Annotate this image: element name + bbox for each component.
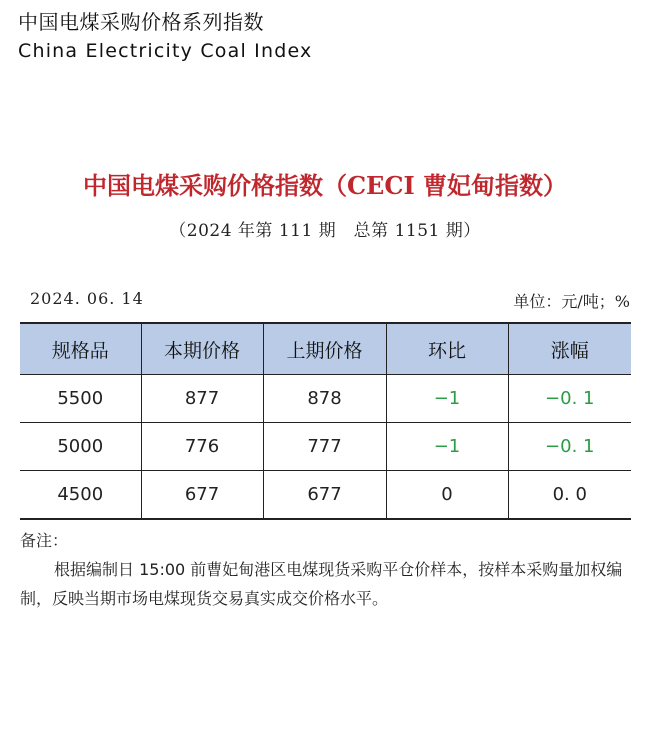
column-header-previous-price: 上期价格 — [263, 323, 386, 375]
change-cell: 0 — [386, 471, 508, 520]
table-row — [20, 423, 631, 471]
table-row — [20, 471, 631, 520]
report-date: 2024. 06. 14 — [30, 289, 144, 308]
spec-cell: 5500 — [20, 375, 141, 423]
table-row — [20, 375, 631, 423]
column-header-change: 环比 — [386, 323, 508, 375]
column-header-change-pct: 涨幅 — [508, 323, 631, 375]
spec-cell: 4500 — [20, 471, 141, 520]
notes-text: 根据编制日 15:00 前曹妃甸港区电煤现货采购平仓价样本，按样本采购量加权编制，反映当期市场电煤现货交易真实成交价格水平。 — [20, 560, 623, 608]
previous-price-cell: 677 — [263, 471, 386, 520]
issue-number: （2024 年第 111 期 总第 1151 期） — [169, 221, 481, 241]
header-title-en: China Electricity Coal Index — [18, 40, 313, 62]
previous-price-cell: 878 — [263, 375, 386, 423]
current-price-cell: 677 — [141, 471, 263, 520]
report-title: 中国电煤采购价格指数（CECI 曹妃甸指数） — [82, 171, 568, 200]
change-pct-cell: −0. 1 — [508, 423, 631, 471]
column-header-spec: 规格品 — [20, 323, 141, 375]
header-title-cn: 中国电煤采购价格系列指数 — [18, 10, 264, 34]
unit-label: 单位：元/吨；% — [513, 292, 630, 311]
change-pct-cell: 0. 0 — [508, 471, 631, 520]
current-price-cell: 877 — [141, 375, 263, 423]
notes-label: 备注： — [20, 531, 69, 550]
table-header-row — [20, 323, 631, 375]
price-index-table — [20, 322, 631, 520]
spec-cell: 5000 — [20, 423, 141, 471]
change-cell: −1 — [386, 375, 508, 423]
previous-price-cell: 777 — [263, 423, 386, 471]
current-price-cell: 776 — [141, 423, 263, 471]
change-pct-cell: −0. 1 — [508, 375, 631, 423]
change-cell: −1 — [386, 423, 508, 471]
column-header-current-price: 本期价格 — [141, 323, 263, 375]
